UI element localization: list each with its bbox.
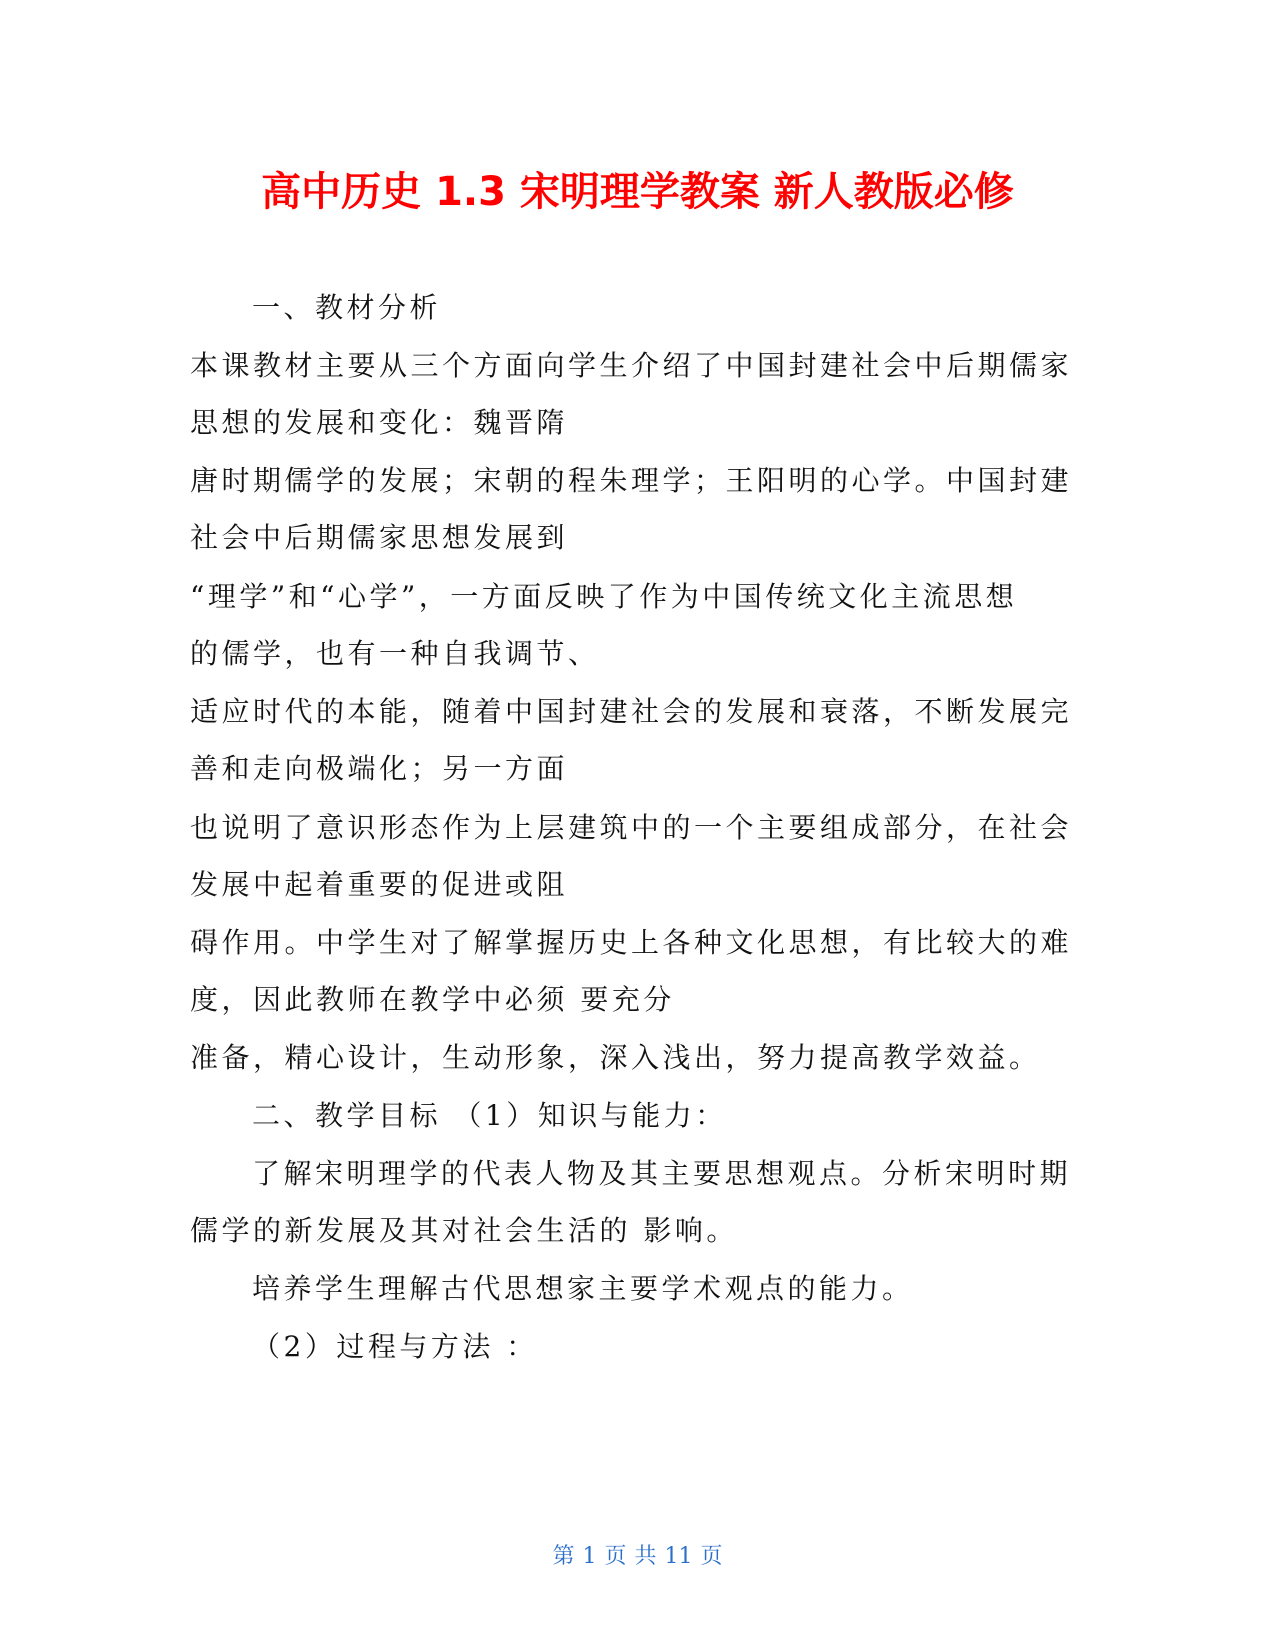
paragraph-line: 培养学生理解古代思想家主要学术观点的能力。 [252, 1272, 914, 1305]
footer-total-label: 共 [634, 1544, 657, 1569]
document-title: 高中历史 1.3 宋明理学教案 新人教版必修 [261, 169, 1014, 215]
paragraph-line: 唐时期儒学的发展；宋朝的程朱理学；王阳明的心学。中国封建 [190, 464, 1073, 497]
subsection-heading-process: （2）过程与方法 ： [252, 1330, 538, 1363]
section-heading-objectives: 二、教学目标 （1）知识与能力： [252, 1099, 727, 1132]
footer-page-end: 页 [700, 1544, 723, 1569]
paragraph-line: 发展中起着重要的促进或阻 [190, 868, 569, 901]
paragraph-line: “理学”和“心学”，一方面反映了作为中国传统文化主流思想 [190, 580, 1018, 613]
paragraph-line: 思想的发展和变化：魏晋隋 [190, 406, 569, 439]
paragraph-line: 适应时代的本能，随着中国封建社会的发展和衰落，不断发展完 [190, 695, 1073, 728]
paragraph-line: 的儒学，也有一种自我调节、 [190, 637, 600, 670]
paragraph-line: 本课教材主要从三个方面向学生介绍了中国封建社会中后期儒家 [190, 349, 1073, 382]
footer-page-label: 第 [552, 1544, 575, 1569]
paragraph-line: 了解宋明理学的代表人物及其主要思想观点。分析宋明时期 [252, 1157, 1072, 1190]
paragraph-line: 儒学的新发展及其对社会生活的 影响。 [190, 1214, 738, 1247]
footer-page-current: 1 [582, 1544, 597, 1569]
footer-page-mid: 页 [604, 1544, 627, 1569]
paragraph-line: 碍作用。中学生对了解掌握历史上各种文化思想，有比较大的难 [190, 926, 1073, 959]
paragraph-line: 社会中后期儒家思想发展到 [190, 521, 569, 554]
footer-page-total: 11 [664, 1544, 693, 1569]
section-heading-materials: 一、教材分析 [252, 291, 442, 324]
paragraph-line: 善和走向极端化；另一方面 [190, 752, 569, 785]
paragraph-line: 准备，精心设计，生动形象，深入浅出，努力提高教学效益。 [190, 1041, 1041, 1074]
page-footer [0, 1539, 1275, 1570]
paragraph-line: 度，因此教师在教学中必须 要充分 [190, 983, 675, 1016]
paragraph-line: 也说明了意识形态作为上层建筑中的一个主要组成部分，在社会 [190, 811, 1073, 844]
